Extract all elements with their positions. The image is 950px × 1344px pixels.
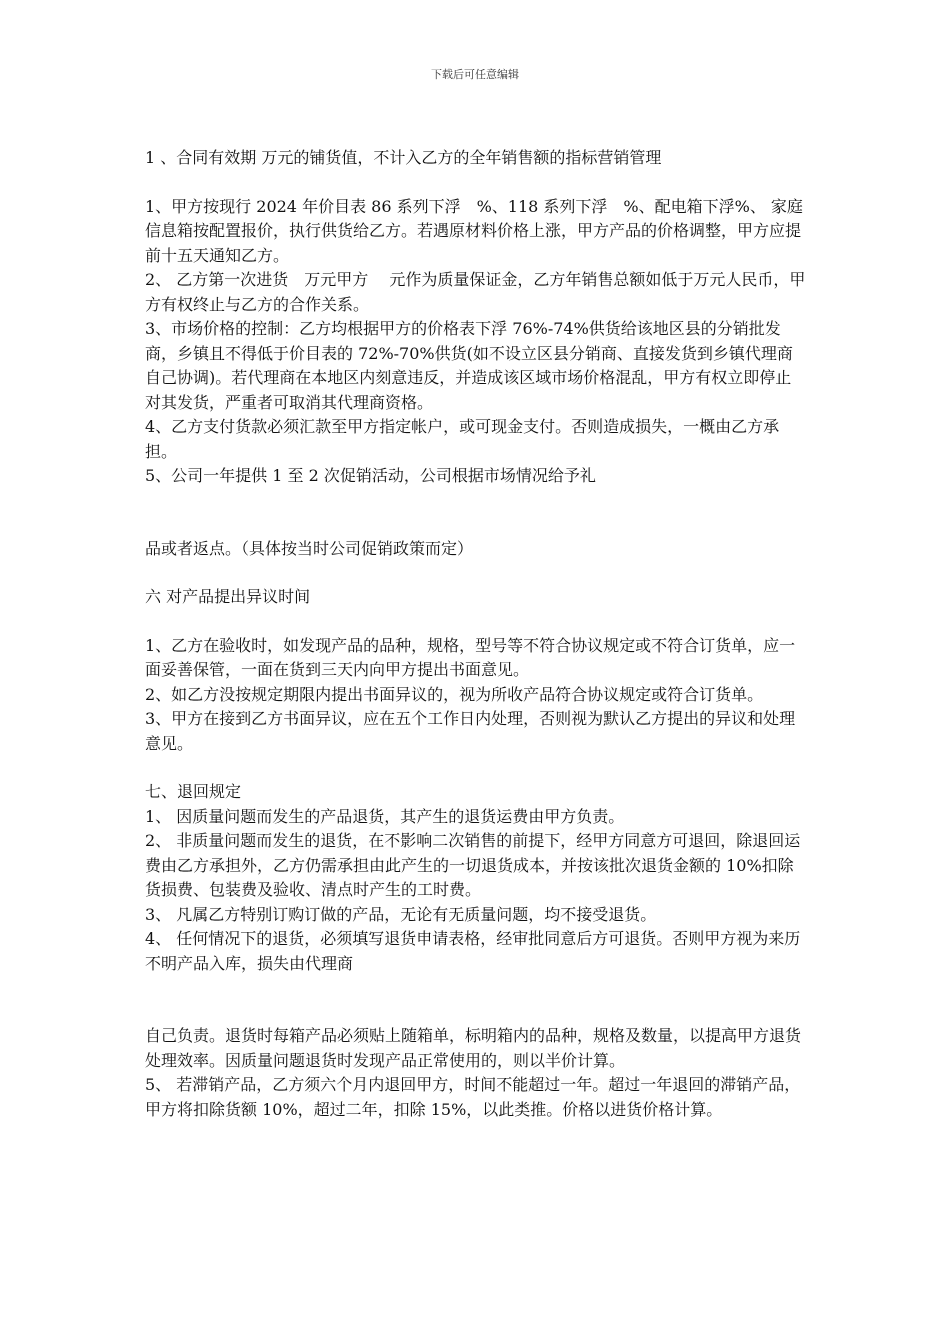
spacer [145, 561, 807, 585]
spacer [145, 756, 807, 780]
objection-item-1: 1、乙方在验收时，如发现产品的品种，规格，型号等不符合协议规定或不符合订货单，应一面妥善保管，一面在货到三天内向甲方提出书面意见。 [145, 635, 796, 679]
objection-item-3: 3、甲方在接到乙方书面异议，应在五个工作日内处理，否则视为默认乙方提出的异议和处理意见。 [145, 709, 796, 753]
clause-promotion: 5、公司一年提供 1 至 2 次促销活动，公司根据市场情况给予礼 [145, 466, 596, 485]
page-break-spacer [145, 976, 807, 1024]
returns-item-4: 4、 任何情况下的退货，必须填写退货申请表格，经审批同意后方可退货。否则甲方视为来历不明产品入库，损失由代理商 [145, 929, 801, 973]
returns-item-2: 2、 非质量问题而发生的退货，在不影响二次销售的前提下，经甲方同意方可退回，除退回运费由乙方承担外，乙方仍需承担由此产生的一切退货成本，并按该批次退货金额的 10%扣除货损费、包装费及验收、清点时产生的工时费。 [145, 831, 801, 899]
spacer [145, 171, 807, 195]
section-heading-returns: 七、退回规定 [145, 782, 242, 801]
objection-item-2: 2、如乙方没按规定期限内提出书面异议的，视为所收产品符合协议规定或符合订货单。 [145, 684, 764, 704]
returns-item-5: 5、 若滞销产品，乙方须六个月内退回甲方，时间不能超过一年。超过一年退回的滞销产品，甲方将扣除货额 10%，超过二年，扣除 15%，以此类推。价格以进货价格计算。 [145, 1075, 801, 1119]
clause-price-control: 3、市场价格的控制：乙方均根据甲方的价格表下浮 76%-74%供货给该地区县的分销批发商，乡镇且不得低于价目表的 72%-70%供货(如不设立区县分销商、直接发货到乡镇代理商自己协调)。若代理商在本地区内刻意违反，并造成该区域市场价格混乱，甲方有权立即停止对其发货，严重者可取消其代理商资格。 [145, 319, 793, 412]
page-break-spacer [145, 489, 807, 537]
clause-price-list: 1、甲方按现行 2024 年价目表 86 系列下浮 %、118 系列下浮 %、配电箱下浮%、 家庭信息箱按配置报价，执行供货给乙方。若遇原材料价格上涨，甲方产品的价格调整，甲方应提前十五天通知乙方。 [145, 196, 803, 265]
clause-payment: 4、乙方支付货款必须汇款至甲方指定帐户，或可现金支付。否则造成损失，一概由乙方承担。 [145, 417, 780, 461]
returns-item-1: 1、 因质量问题而发生的产品退货，其产生的退货运费由甲方负责。 [145, 806, 625, 826]
returns-item-3: 3、 凡属乙方特别订购订做的产品，无论有无质量问题，均不接受退货。 [145, 904, 657, 924]
spacer [145, 610, 807, 634]
page-header: 下载后可任意编辑 [431, 68, 519, 81]
clause-promotion-cont: 品或者返点。（具体按当时公司促销政策而定） [145, 538, 474, 558]
section-heading-objection: 六 对产品提出异议时间 [145, 587, 311, 606]
clause-deposit: 2、 乙方第一次进货 万元甲方 元作为质量保证金，乙方年销售总额如低于万元人民币，甲方有权终止与乙方的合作关系。 [145, 270, 806, 314]
contract-validity-line: 1 、合同有效期 万元的铺货值，不计入乙方的全年销售额的指标营销管理 [145, 148, 662, 167]
returns-item-4-cont: 自己负责。退货时每箱产品必须贴上随箱单，标明箱内的品种，规格及数量，以提高甲方退货处理效率。因质量问题退货时发现产品正常使用的，则以半价计算。 [145, 1026, 802, 1070]
document-body [145, 146, 807, 1122]
